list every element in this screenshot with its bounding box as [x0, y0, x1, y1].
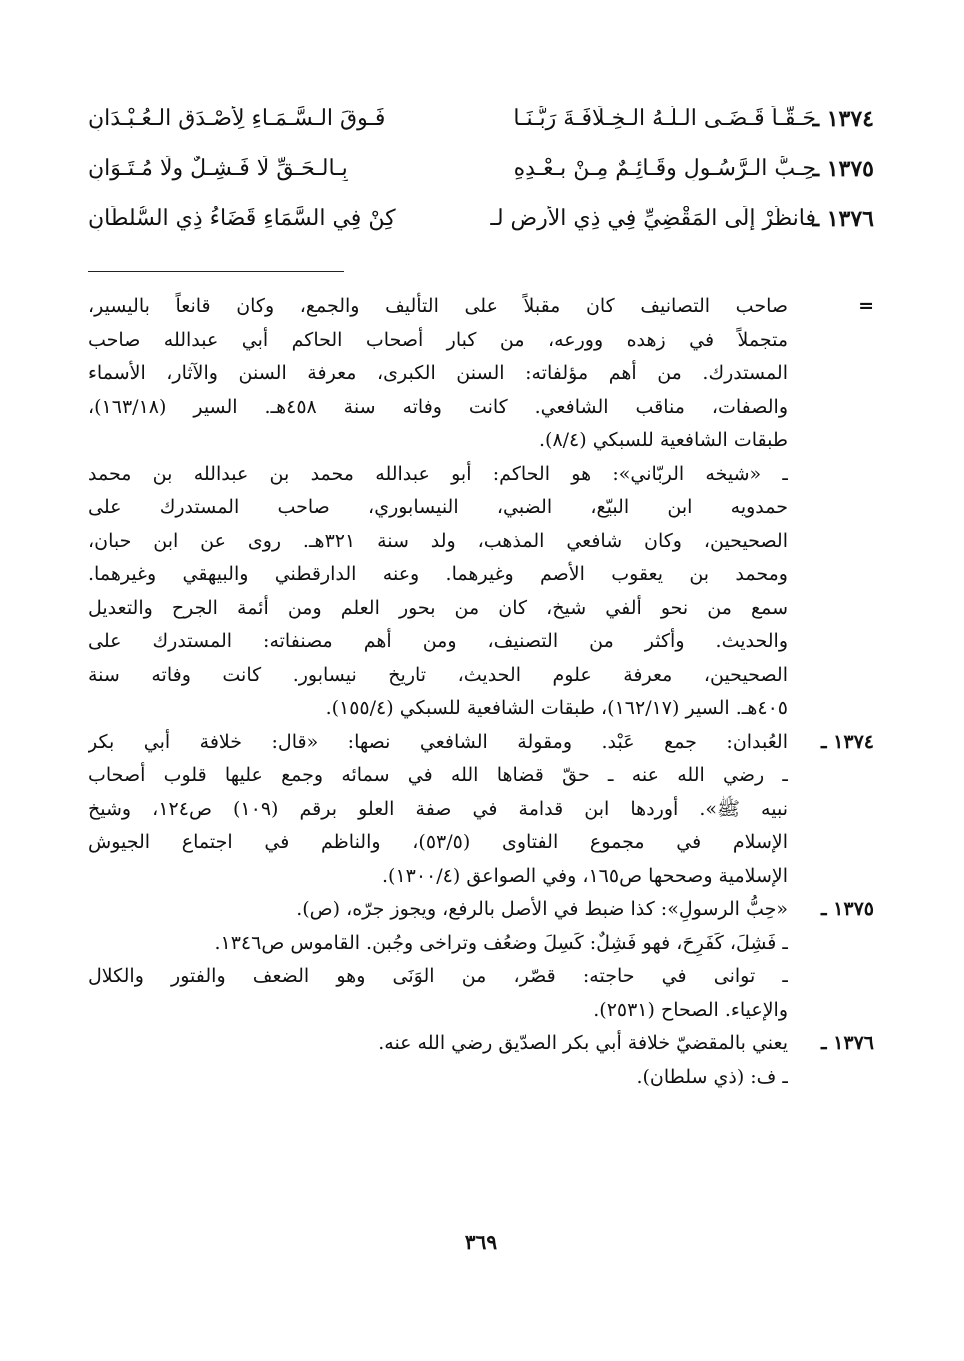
footnote-line: المستدرك. من أهم مؤلفاته: السنن الكبرى، معرفة السنن والآثار، الأسماء [88, 362, 788, 384]
footnote-line: والحديث. وأكثر من التصنيف، ومن أهم مصنفاته: المستدرك على [88, 630, 788, 652]
footnote-line: سمع من نحو ألفي شيخ، كان من بحور العلم ومن أئمة الجرح والتعديل [88, 596, 788, 619]
footnote-line: ـ فَشِلَ، كَفَرِحَ، فهو فَشِلٌ: كَسِلَ وضعُف وتراخى وجُبن. القاموس ص١٣٤٦. [214, 931, 788, 954]
footnote-line: طبقات الشافعية للسبكي (٨/٤). [538, 429, 788, 451]
footnote-line: الإسلامية وصححها ص١٦٥، وفي الصواعق (١٣٠٠/٤). [381, 864, 788, 887]
footnote-line: صاحب التصانيف كان مقبلاً على التأليف والجمع، وكان قانعاً باليسير، [88, 295, 788, 317]
footnote-line: الصحيحين، معرفة علوم الحديث، تاريخ نيسابور. كانت وفاته سنة [88, 663, 788, 686]
verse-first-hemistich: فانظُرْ إِلَى المَقْضِيِّ فِي ذِي الأرضِ لـ [490, 206, 816, 231]
footnote-line: ـ ف: (ذي سلطان). [636, 1065, 788, 1088]
verse-second-hemistich: فَـوقَ الـسَّـمَـاءِ لِأَصْـدَقِ الـعُـبْـدَانِ [88, 106, 386, 131]
verse-1374 [88, 100, 874, 146]
footnote-line: نبيه ﷺ». أوردها ابن قدامة في صفة العلو برقم (١٠٩) ص١٢٤، وشيخ [88, 797, 788, 820]
footnote-line: ـ توانى في حاجته: قصّر، من الوَنَى وهو الضعف والفتور والكلال [88, 965, 788, 987]
footnote-line: ٤٠٥هـ. السير (١٦٢/١٧)، طبقات الشافعية للسبكي (١٥٥/٤). [325, 697, 788, 719]
verse-number: ١٣٧٦ ـ [812, 206, 874, 232]
footnote-number: ١٣٧٦ ـ [820, 1032, 874, 1054]
footnote-line: «حِبُّ الرسولِ»: كذا ضبط في الأصل بالرفع، ويجوز جرّه، (ص). [296, 898, 788, 920]
verse-1375 [88, 150, 874, 196]
footnote-line: الإسلام في مجموع الفتاوى (٥٣/٥)، والناظم في اجتماع الجيوش [88, 831, 788, 853]
page-body [88, 100, 874, 1280]
footnote-line: ـ رضي الله عنه ـ حقّ قضاها الله في سمائه وجمع عليها قلوب أصحاب [88, 764, 788, 786]
footnote-number: ١٣٧٥ ـ [820, 898, 874, 920]
footnote-line: والصفات، مناقب الشافعي. كانت وفاته سنة ٤٥٨هـ. السير (١٦٣/١٨)، [88, 395, 788, 418]
verse-second-hemistich: بِـالـحَـقِّ لَا فَـشِـلٌ ولَا مُـتَـوَانِ [88, 156, 348, 181]
footnote-line: ومحمد بن يعقوب الأصم وغيرهما. وعنه الدارقطني والبيهقي وغيرهما. [88, 563, 788, 585]
footnote-separator [88, 271, 344, 272]
continuation-marker: = [858, 295, 874, 317]
footnote-line: ـ «شيخه الربّاني»: هو الحاكم: أبو عبدالله محمد بن عبدالله بن محمد [88, 462, 788, 485]
footnote-line: الصحيحين، وكان شافعي المذهب، ولد سنة ٣٢١هـ. روى عن ابن حبان، [88, 529, 788, 552]
footnote-number: ١٣٧٤ ـ [820, 730, 874, 753]
footnote-line: العُبدان: جمع عَبْد. ومقولة الشافعي نصها: «قال: خلافة أبي بكر [88, 730, 788, 753]
footnote-line: حمدويه ابن البيّع، الضبي، النيسابوري، صاحب المستدرك على [88, 496, 788, 518]
verse-number: ١٣٧٤ ـ [812, 106, 874, 132]
verse-second-hemistich: كِنْ فِي السَّمَاءِ قَضَاءُ ذِي السُّلطَانِ [88, 206, 396, 231]
footnote-line: يعني بالمقضيّ خلافة أبي بكر الصدّيق رضي الله عنه. [378, 1032, 788, 1054]
verse-first-hemistich: حِـبُّ الـرَّسُـولِ وقَـائِـمٌ مِـنْ بـعْـدِهِ [513, 156, 816, 181]
verse-first-hemistich: حَـقّـاً قَـضَـى الـلَّـهُ الـخِـلَافَـةَ رَبُّـنَـا [513, 106, 816, 131]
verse-1376 [88, 200, 874, 246]
page-number: ٣٦٩ [464, 1230, 498, 1254]
footnote-line: والإعياء. الصحاح (٢٥٣١). [593, 998, 788, 1021]
verse-number: ١٣٧٥ ـ [812, 156, 874, 182]
footnote-line: متجملاً في زهده وورعه، من كبار أصحاب الحاكم أبي عبدالله صاحب [88, 328, 788, 351]
